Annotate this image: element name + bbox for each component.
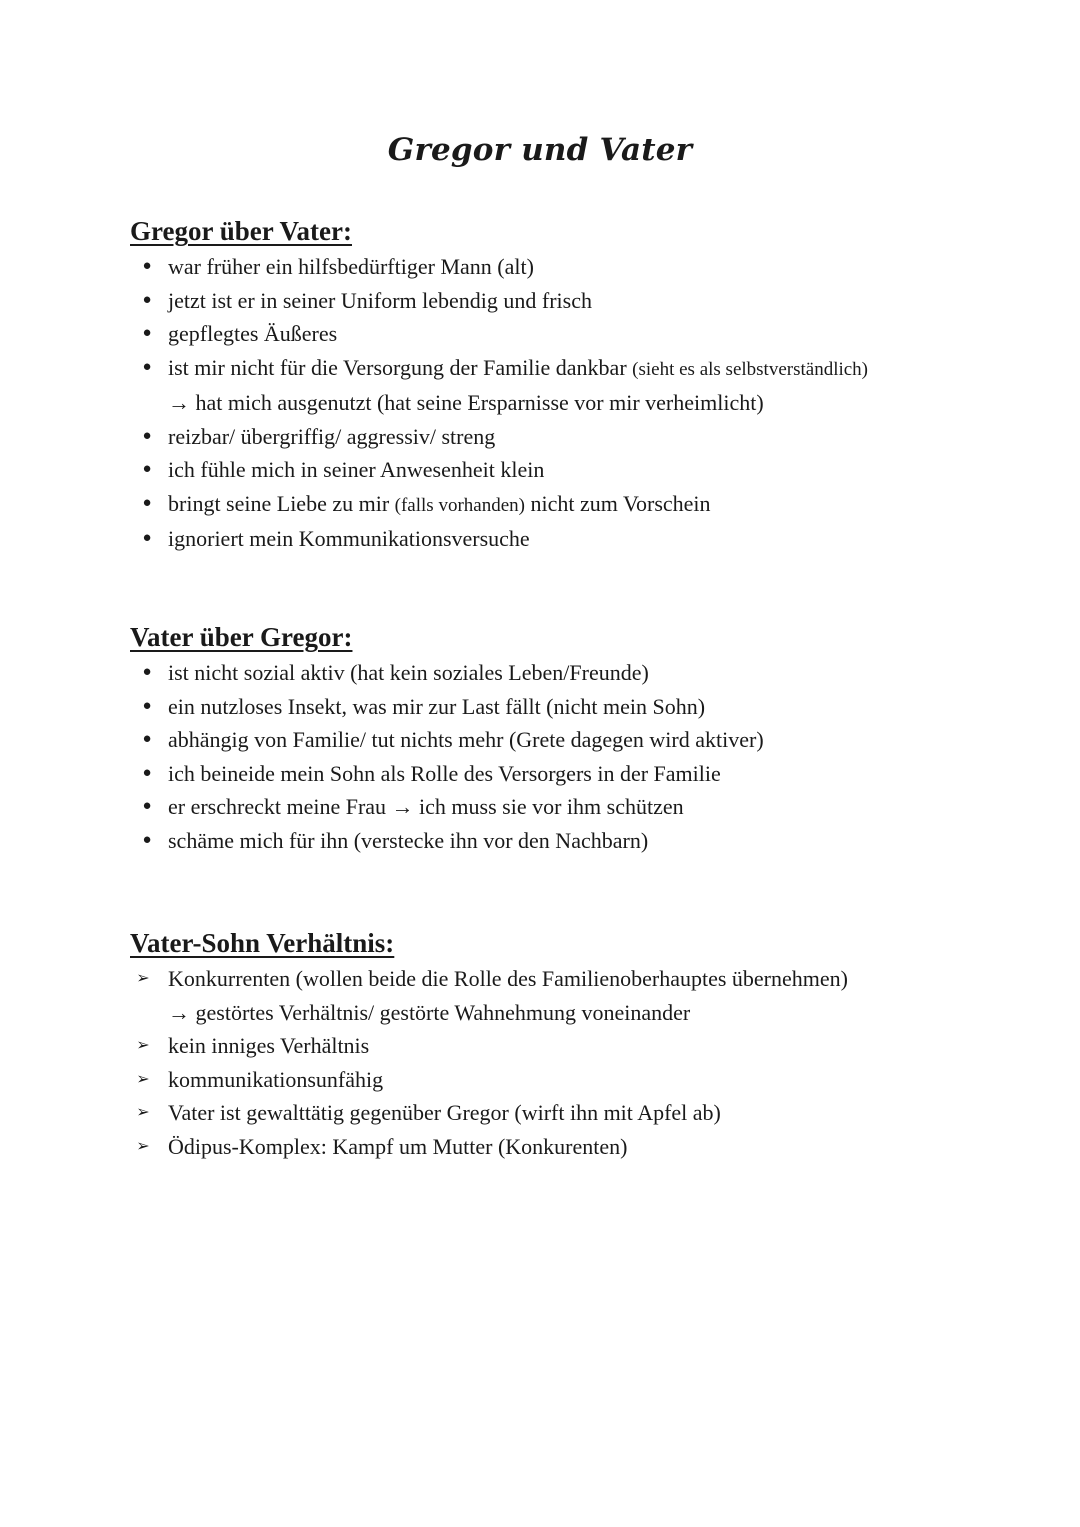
bullet-icon: ● bbox=[142, 764, 152, 781]
list-item: ● ich beineide mein Sohn als Rolle des Versorgers in der Familie bbox=[130, 757, 1010, 791]
arrow-bullet-icon: ➢ bbox=[136, 970, 150, 987]
bullet-icon: ● bbox=[142, 494, 152, 511]
arrow-bullet-icon: ➢ bbox=[136, 1104, 150, 1121]
list-item: ● ist nicht sozial aktiv (hat kein soziales Leben/Freunde) bbox=[130, 656, 1010, 690]
bullet-icon: ● bbox=[142, 291, 152, 308]
list-item: ● reizbar/ übergriffig/ aggressiv/ streng bbox=[130, 420, 1010, 454]
bullet-icon: ● bbox=[142, 427, 152, 444]
arrow-bullet-icon: ➢ bbox=[136, 1037, 150, 1054]
list-item: ● ich fühle mich in seiner Anwesenheit klein bbox=[130, 453, 1010, 487]
list-item: ● abhängig von Familie/ tut nichts mehr (Grete dagegen wird aktiver) bbox=[130, 723, 1010, 757]
list-item: ● gepflegtes Äußeres bbox=[130, 317, 1010, 351]
list-item: ➢ Ödipus-Komplex: Kampf um Mutter (Konkurenten) bbox=[130, 1130, 1010, 1164]
bullet-icon: ● bbox=[142, 831, 152, 848]
bullet-icon: ● bbox=[142, 325, 152, 341]
arrow-bullet-icon: ➢ bbox=[136, 1137, 150, 1155]
section-vater-ueber-gregor bbox=[130, 620, 1010, 857]
bullet-icon: ● bbox=[142, 697, 152, 714]
bullet-icon: ● bbox=[142, 798, 152, 814]
page-title: Gregor und Vater bbox=[387, 132, 693, 168]
bullet-icon: ● bbox=[142, 461, 152, 477]
list-item: ➢ kommunikationsunfähig bbox=[130, 1063, 1010, 1097]
list-item-note: (sieht es als selbstverständlich) bbox=[632, 358, 869, 380]
list-item: ➢ Konkurrenten (wollen beide die Rolle des Familienoberhauptes übernehmen) → gestörtes Verhältnis/ gestörte Wahnehmung voneinander bbox=[130, 962, 1010, 1029]
list-item: ● war früher ein hilfsbedürftiger Mann (alt) bbox=[130, 250, 1010, 284]
section-heading: Vater-Sohn Verhältnis: bbox=[130, 928, 395, 958]
list-item: ➢ Vater ist gewalttätig gegenüber Gregor (wirft ihn mit Apfel ab) bbox=[130, 1096, 1010, 1130]
bullet-list bbox=[130, 250, 1010, 556]
bullet-icon: ● bbox=[142, 664, 152, 680]
list-item: ● bringt seine Liebe zu mir (falls vorhanden) nicht zum Vorschein bbox=[130, 487, 1010, 523]
list-item-sub: → gestörtes Verhältnis/ gestörte Wahnehmung voneinander bbox=[168, 999, 691, 1025]
bullet-icon: ● bbox=[142, 731, 152, 747]
list-item: ● schäme mich für ihn (verstecke ihn vor den Nachbarn) bbox=[130, 824, 1010, 858]
section-heading: Gregor über Vater: bbox=[130, 216, 352, 246]
arrow-list bbox=[130, 962, 1010, 1163]
list-item: ● ignoriert mein Kommunikationsversuche bbox=[130, 522, 1010, 556]
bullet-icon: ● bbox=[142, 530, 152, 546]
section-gregor-ueber-vater bbox=[130, 214, 1010, 556]
list-item: ● ist mir nicht für die Versorgung der Familie dankbar (sieht es als selbstverständlich) → hat mich ausgenutzt (hat seine Ersparnisse vor mir verheimlicht) bbox=[130, 351, 1010, 420]
bullet-icon: ● bbox=[142, 358, 152, 375]
list-item-sub: → hat mich ausgenutzt (hat seine Ersparnisse vor mir verheimlicht) bbox=[168, 390, 764, 415]
list-item: ● jetzt ist er in seiner Uniform lebendig und frisch bbox=[130, 284, 1010, 318]
bullet-icon: ● bbox=[142, 258, 152, 274]
section-vater-sohn-verhaeltnis bbox=[130, 926, 1010, 1163]
list-item: ➢ kein inniges Verhältnis bbox=[130, 1029, 1010, 1063]
section-heading: Vater über Gregor: bbox=[130, 622, 353, 652]
list-item: ● ein nutzloses Insekt, was mir zur Last fällt (nicht mein Sohn) bbox=[130, 690, 1010, 724]
arrow-bullet-icon: ➢ bbox=[136, 1070, 150, 1088]
list-item: ● er erschreckt meine Frau → ich muss sie vor ihm schützen bbox=[130, 790, 1010, 824]
bullet-list bbox=[130, 656, 1010, 857]
list-item-note: (falls vorhanden) bbox=[394, 494, 525, 516]
